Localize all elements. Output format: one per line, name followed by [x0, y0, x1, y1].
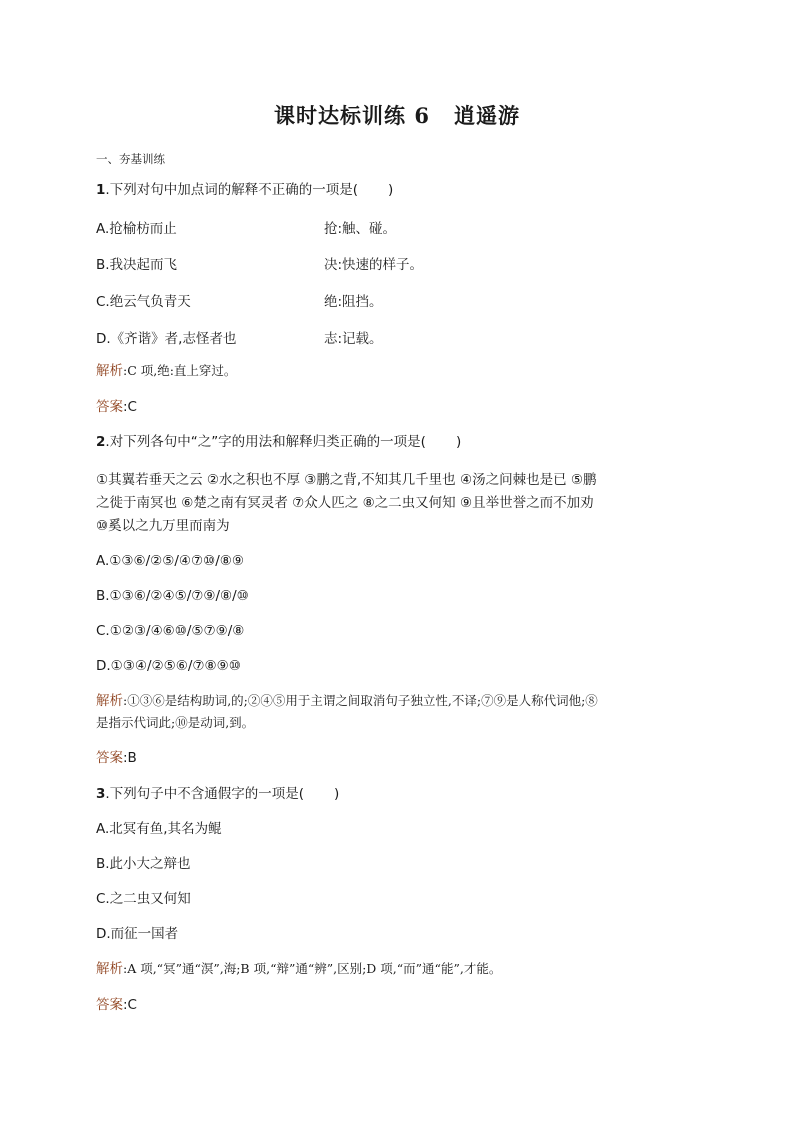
q3-analysis-text: :A 项,“冥”通“溟”,海;B 项,“辩”通“辨”,区别;D 项,“而”通“能”,才能。: [123, 961, 502, 976]
q3-option-c: C.之二虫又何知: [96, 891, 191, 907]
q3-stem: [96, 785, 339, 803]
q2-option-b: B.①③⑥/②④⑤/⑦⑨/⑧/⑩: [96, 588, 249, 604]
q1-option-b-gloss: 决:快速的样子。: [324, 257, 424, 273]
q2-number: 2: [96, 434, 106, 450]
q3-answer: [96, 996, 137, 1014]
q2-passage-line-3: ⑩奚以之九万里而南为: [96, 518, 230, 534]
q2-stem: [96, 433, 461, 451]
page-title: [0, 100, 794, 130]
q2-answer-text: :B: [123, 750, 137, 766]
q1-number: 1: [96, 182, 106, 198]
q2-option-a: A.①③⑥/②⑤/④⑦⑩/⑧⑨: [96, 553, 244, 569]
q1-stem: [96, 181, 393, 199]
q3-option-b: B.此小大之辩也: [96, 856, 191, 872]
q3-answer-label: 答案: [96, 997, 123, 1013]
q1-option-d-gloss: 志:记载。: [324, 331, 383, 347]
q1-option-a-gloss: 抢:触、碰。: [324, 221, 397, 237]
q2-passage-line-2: 之徙于南冥也 ⑥楚之南有冥灵者 ⑦众人匹之 ⑧之二虫又何知 ⑨且举世誉之而不加劝: [96, 495, 594, 511]
section-heading: 一、夯基训练: [96, 152, 165, 166]
q3-option-a: A.北冥有鱼,其名为鲲: [96, 821, 222, 837]
q3-analysis: [96, 960, 501, 978]
q3-option-d: D.而征一国者: [96, 926, 179, 942]
q3-answer-text: :C: [123, 997, 137, 1013]
q3-analysis-label: 解析: [96, 961, 123, 977]
q1-analysis-text: :C 项,绝:直上穿过。: [123, 363, 237, 378]
q2-stem-text: .对下列各句中“之”字的用法和解释归类正确的一项是(: [105, 434, 426, 450]
q3-number: 3: [96, 786, 106, 802]
q1-option-c-gloss: 绝:阻挡。: [324, 294, 383, 310]
q1-analysis: [96, 362, 236, 380]
q1-answer: [96, 398, 137, 416]
q2-option-d: D.①③④/②⑤⑥/⑦⑧⑨⑩: [96, 658, 241, 674]
q1-option-c: C.绝云气负青天: [96, 294, 191, 310]
q2-analysis-label: 解析: [96, 693, 123, 709]
title-main: 课时达标训练 6: [274, 103, 430, 128]
q1-answer-label: 答案: [96, 399, 123, 415]
q1-option-a: A.抢榆枋而止: [96, 221, 177, 237]
q2-analysis-text-1: :①③⑥是结构助词,的;②④⑤用于主谓之间取消句子独立性,不译;⑦⑨是人称代词他;⑧: [123, 693, 598, 708]
q3-stem-text: .下列句子中不含通假字的一项是(: [105, 786, 304, 802]
q3-close-paren: ): [333, 786, 340, 802]
q1-close-paren: ): [387, 182, 394, 198]
title-sub: 逍遥游: [453, 103, 520, 128]
q2-analysis-line-2: [96, 714, 254, 732]
q1-analysis-label: 解析: [96, 363, 123, 379]
q2-answer-label: 答案: [96, 750, 123, 766]
q1-answer-text: :C: [123, 399, 137, 415]
q2-passage-line-1: ①其翼若垂天之云 ②水之积也不厚 ③鹏之背,不知其几千里也 ④汤之问棘也是已 ⑤鹏: [96, 472, 597, 488]
q2-option-c: C.①②③/④⑥⑩/⑤⑦⑨/⑧: [96, 623, 245, 639]
q2-analysis-line-1: [96, 692, 598, 710]
q2-close-paren: ): [455, 434, 462, 450]
q1-option-b: B.我决起而飞: [96, 257, 178, 273]
q1-stem-text: .下列对句中加点词的解释不正确的一项是(: [105, 182, 358, 198]
q2-answer: [96, 749, 137, 767]
q1-option-d: D.《齐谐》者,志怪者也: [96, 331, 237, 347]
q2-analysis-text-2: 是指示代词此;⑩是动词,到。: [96, 715, 255, 730]
